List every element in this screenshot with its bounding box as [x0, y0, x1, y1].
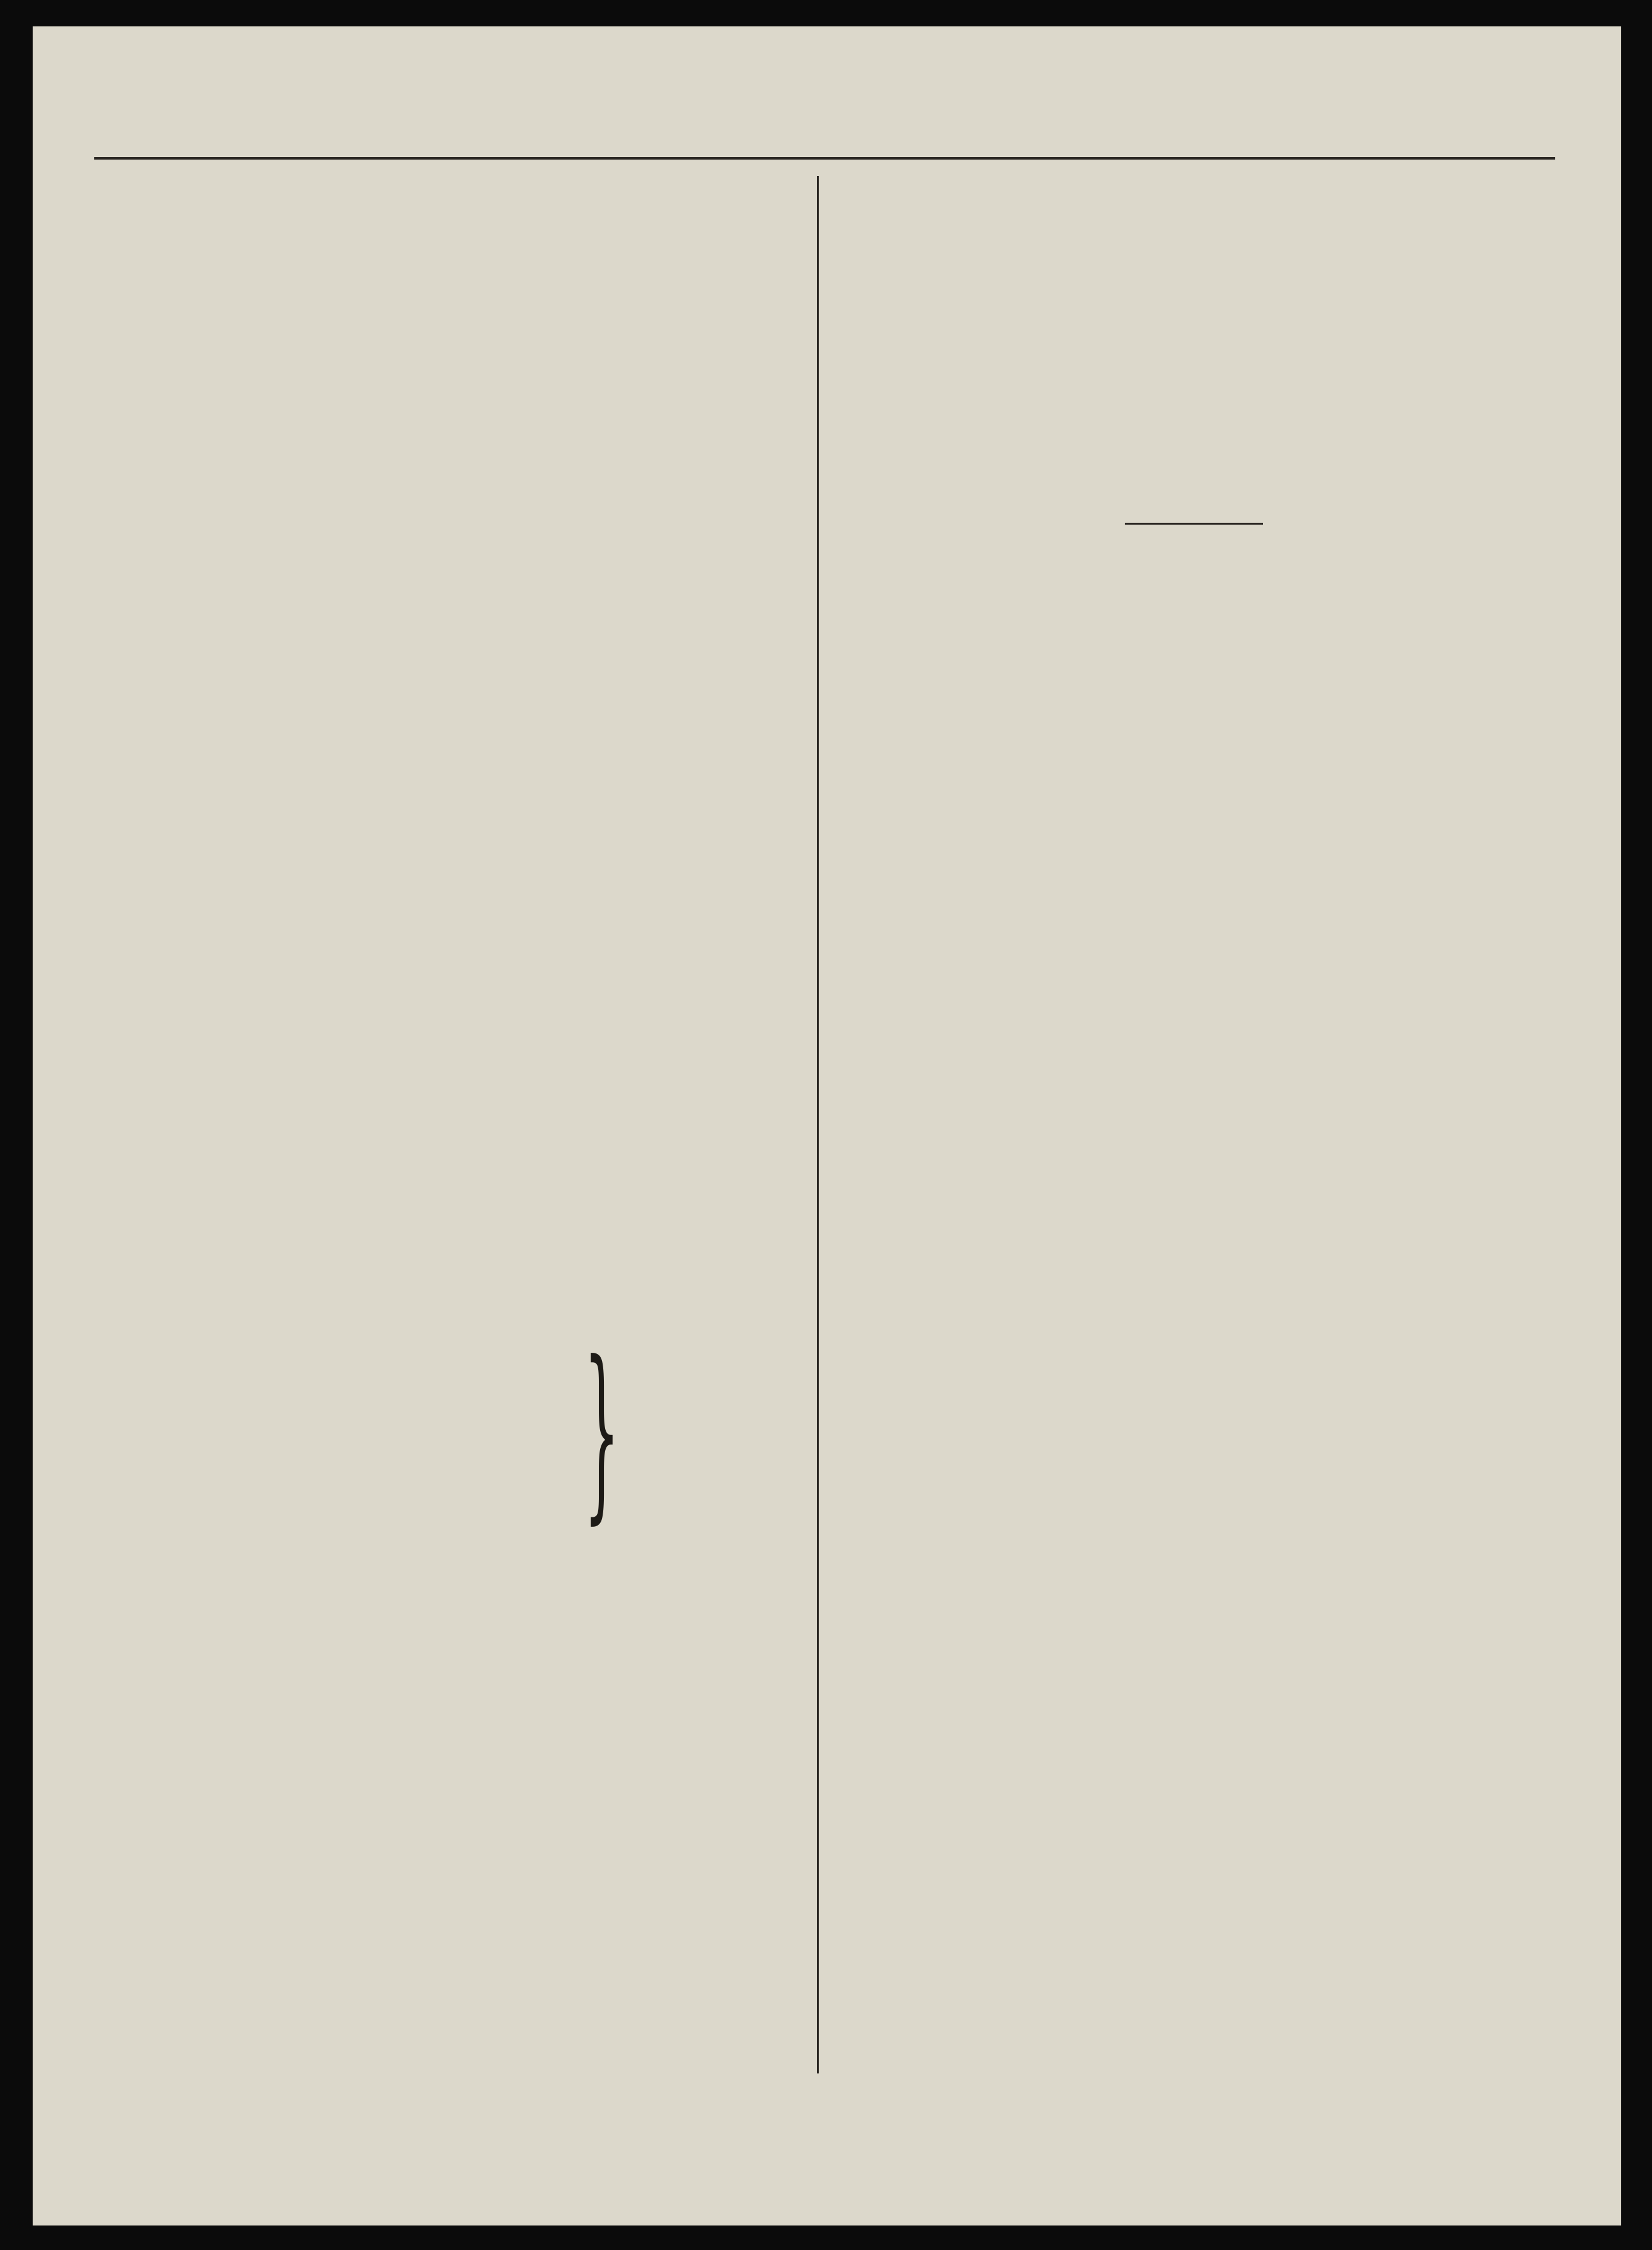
mahlproducte-title — [829, 464, 1558, 498]
horse-count-line — [94, 653, 811, 687]
meat-price-row — [94, 353, 811, 386]
price-c-row — [829, 222, 1558, 256]
section-rule — [1125, 523, 1263, 543]
racen-row — [94, 1092, 811, 1125]
unverkauft-label — [829, 290, 1558, 324]
meat-price-table — [94, 222, 811, 582]
price-a-row — [94, 1357, 547, 1390]
brace: } — [583, 1321, 620, 1541]
boerse-title-line2 — [829, 396, 1558, 430]
horse-price-table — [94, 687, 811, 753]
right-column — [829, 188, 1558, 869]
lager-average-line1 — [829, 628, 1558, 662]
auftrieb-summa — [94, 926, 811, 960]
meat-price-row — [94, 484, 811, 516]
horse-market-note — [94, 753, 811, 787]
section-separator — [829, 763, 1558, 801]
subsection-auftrieb — [94, 858, 811, 892]
column-rule — [817, 176, 819, 2073]
price-a-row — [94, 1488, 547, 1521]
meat-price-row — [94, 320, 811, 353]
gattungen-table — [94, 1159, 811, 1257]
price-a-row — [94, 1390, 547, 1423]
subsection-preisbewegung — [94, 1257, 811, 1291]
lager-period-2 — [829, 801, 1558, 835]
lager-average-line2 — [829, 662, 1558, 696]
meat-price-row — [94, 386, 811, 418]
price-c-label — [829, 188, 1558, 222]
price-b-row — [94, 1642, 811, 1675]
racen-row — [94, 1059, 811, 1092]
lager-period-1 — [829, 594, 1558, 628]
left-column — [94, 188, 811, 1806]
price-b-row — [94, 1675, 811, 1708]
racen-table — [94, 994, 811, 1125]
gattungen-row — [94, 1224, 811, 1257]
section-separator — [829, 324, 1558, 362]
price-b-row — [94, 1610, 811, 1642]
lagerhaus-title — [829, 543, 1558, 594]
section-title-schlachtviehmarkt — [94, 824, 811, 858]
section-title-preisbewegung — [94, 188, 811, 222]
racen-row — [94, 994, 811, 1027]
meat-price-row — [94, 288, 811, 320]
price-a-label — [94, 1291, 811, 1324]
gattungen-label — [94, 1125, 811, 1159]
racen-label — [94, 960, 811, 994]
price-b-table — [94, 1610, 811, 1806]
meat-price-row — [94, 516, 811, 549]
racen-row — [94, 1027, 811, 1059]
price-a-block — [94, 1321, 811, 1576]
header-rule — [94, 157, 1555, 160]
section-title-pferdemarkt — [94, 620, 811, 653]
meat-price-row — [94, 222, 811, 255]
price-b-row — [94, 1708, 811, 1740]
price-b-row — [94, 1773, 811, 1806]
horse-price-row — [94, 687, 811, 720]
price-a-table — [94, 1324, 547, 1553]
section-separator — [94, 582, 811, 620]
meat-price-row — [94, 255, 811, 288]
price-b-label — [94, 1576, 811, 1610]
lagerstand-line — [829, 696, 1558, 729]
boerse-title-line1 — [829, 362, 1558, 396]
getreide-title — [829, 430, 1558, 464]
gattungen-row — [94, 1159, 811, 1191]
price-a-row — [94, 1455, 547, 1488]
meat-price-row — [94, 549, 811, 582]
meat-price-row — [94, 451, 811, 484]
auftrieb-line — [94, 892, 811, 926]
price-b-row — [94, 1740, 811, 1773]
meat-price-row — [94, 418, 811, 451]
assecuranz-line — [829, 729, 1558, 763]
section-separator — [94, 787, 811, 824]
price-a-row — [94, 1324, 547, 1357]
modus-note — [829, 256, 1558, 290]
price-a-row — [94, 1521, 547, 1553]
horse-price-row — [94, 720, 811, 753]
price-a-row — [94, 1423, 547, 1455]
signature-mark — [829, 835, 1558, 869]
gattungen-row — [94, 1191, 811, 1224]
